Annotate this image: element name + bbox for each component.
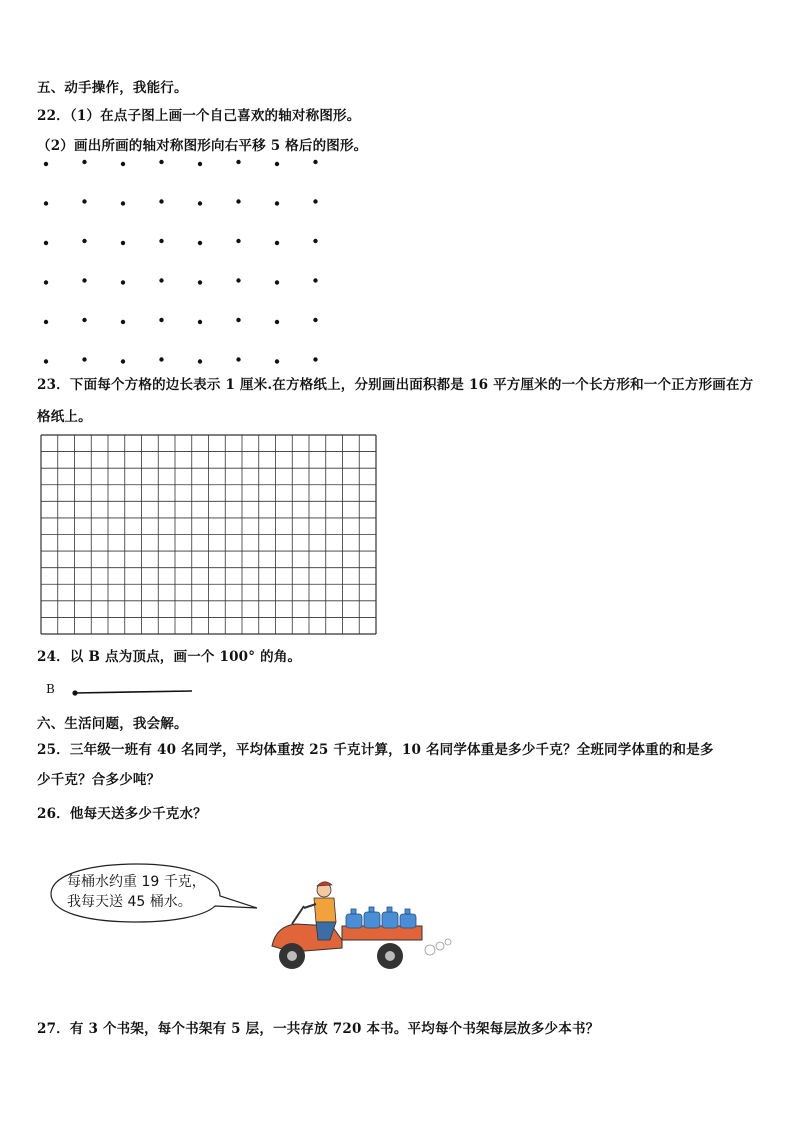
grid-dot[interactable]	[159, 357, 163, 361]
grid-dot[interactable]	[44, 320, 48, 324]
grid-dot[interactable]	[236, 357, 240, 361]
grid-dot[interactable]	[121, 280, 125, 284]
q23-line1: 23．下面每个方格的边长表示 1 厘米.在方格纸上，分别画出面积都是 16 平方厘米的一个长方形和一个正方形画在方	[37, 377, 754, 393]
grid-dot[interactable]	[236, 318, 240, 322]
grid-dot[interactable]	[198, 280, 202, 284]
grid-dot[interactable]	[275, 241, 279, 245]
q26-text: 26．他每天送多少千克水？	[37, 806, 207, 822]
grid-dot[interactable]	[198, 359, 202, 363]
grid-dot[interactable]	[236, 160, 240, 164]
grid-dot[interactable]	[313, 278, 317, 282]
grid-dot[interactable]	[313, 357, 317, 361]
dot-grid[interactable]	[40, 155, 340, 370]
grid-dot[interactable]	[44, 241, 48, 245]
grid-dot[interactable]	[82, 160, 86, 164]
point-b-label: B	[46, 682, 56, 696]
q27-text: 27．有 3 个书架，每个书架有 5 层，一共存放 720 本书。平均每个书架每层放多少本书？	[37, 1021, 600, 1037]
grid-dot[interactable]	[159, 318, 163, 322]
grid-dot[interactable]	[198, 320, 202, 324]
exhaust-puffs	[425, 939, 451, 955]
section6-heading: 六、生活问题，我会解。	[37, 716, 188, 732]
water-delivery-tricycle-illustration	[262, 876, 462, 976]
bubble-line1: 每桶水约重 19 千克，	[67, 874, 206, 890]
grid-dot[interactable]	[159, 239, 163, 243]
grid-dot[interactable]	[236, 199, 240, 203]
grid-dot[interactable]	[44, 162, 48, 166]
grid-dot[interactable]	[275, 162, 279, 166]
grid-dot[interactable]	[121, 241, 125, 245]
grid-dot[interactable]	[82, 199, 86, 203]
grid-dot[interactable]	[82, 278, 86, 282]
q25-line2: 少千克？合多少吨？	[37, 772, 161, 788]
grid-dot[interactable]	[275, 280, 279, 284]
grid-dot[interactable]	[275, 201, 279, 205]
grid-dot[interactable]	[313, 318, 317, 322]
grid-dot[interactable]	[198, 162, 202, 166]
water-bottles	[346, 907, 416, 928]
grid-dot[interactable]	[275, 359, 279, 363]
grid-dot[interactable]	[159, 278, 163, 282]
q24-text: 24．以 B 点为顶点，画一个 100° 的角。	[37, 649, 302, 665]
bubble-text	[67, 872, 206, 912]
grid-dot[interactable]	[44, 359, 48, 363]
grid-dot[interactable]	[121, 359, 125, 363]
grid-dot[interactable]	[313, 239, 317, 243]
q22-line2: （2）画出所画的轴对称图形向右平移 5 格后的图形。	[37, 138, 368, 154]
grid-dot[interactable]	[44, 201, 48, 205]
grid-dot[interactable]	[198, 201, 202, 205]
grid-dot[interactable]	[121, 162, 125, 166]
grid-dot[interactable]	[82, 318, 86, 322]
ray-line	[75, 691, 192, 693]
grid-dot[interactable]	[82, 239, 86, 243]
grid-dot[interactable]	[121, 320, 125, 324]
grid-dot[interactable]	[121, 201, 125, 205]
grid-dot[interactable]	[44, 280, 48, 284]
grid-dot[interactable]	[82, 357, 86, 361]
q25-line1: 25．三年级一班有 40 名同学，平均体重按 25 千克计算，10 名同学体重是多少千克？全班同学体重的和是多	[37, 742, 714, 758]
grid-dot[interactable]	[313, 160, 317, 164]
grid-dot[interactable]	[159, 199, 163, 203]
vertex-point	[72, 690, 77, 695]
grid-dot[interactable]	[275, 320, 279, 324]
q23-line2: 格纸上。	[37, 409, 92, 425]
grid-dot[interactable]	[236, 278, 240, 282]
bubble-line2: 我每天送 45 桶水。	[67, 894, 192, 910]
q22-line1: 22．（1）在点子图上画一个自己喜欢的轴对称图形。	[37, 108, 361, 124]
grid-dot[interactable]	[159, 160, 163, 164]
grid-dot[interactable]	[198, 241, 202, 245]
grid-dot[interactable]	[236, 239, 240, 243]
section5-heading: 五、动手操作，我能行。	[37, 80, 188, 96]
grid-dot[interactable]	[313, 199, 317, 203]
square-grid[interactable]	[40, 434, 377, 635]
ray-segment[interactable]	[40, 678, 210, 702]
